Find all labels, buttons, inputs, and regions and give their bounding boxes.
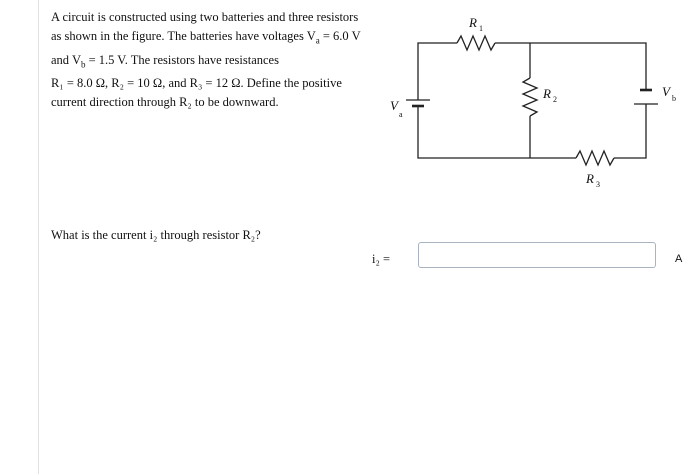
problem-line-1: A circuit is constructed using two batteries and three resistors: [51, 10, 359, 24]
label-r2: R: [543, 86, 551, 101]
battery-va: [406, 100, 430, 106]
problem-line-4: R₁ = 8.0 Ω, R₂ = 10 Ω, and R₃ = 12 Ω. Define the positive: [51, 76, 342, 90]
question-text: What is the current i₂ through resistor R₂?: [51, 228, 261, 242]
problem-line-3: and $V_b = 1.5$ V. The resistors have resistances: [51, 52, 279, 69]
answer-unit: A: [675, 253, 683, 265]
resistor-r1: [457, 36, 495, 50]
problem-line-2: as shown in the figure. The batteries have voltages $V_a = 6.0$ V: [51, 29, 361, 46]
battery-vb: [634, 90, 658, 104]
label-vb: V: [662, 84, 670, 99]
wire-bottom-left: [418, 106, 530, 158]
problem-line-5: current direction through R₂ to be downward.: [51, 95, 279, 109]
wire-top-right: [495, 43, 646, 90]
answer-label: i₂ =: [372, 252, 391, 266]
resistor-r2: [523, 78, 537, 116]
resistor-r3: [576, 151, 614, 165]
label-r1: R: [469, 15, 477, 30]
label-vb-sub: b: [672, 94, 676, 103]
label-r3-sub: 3: [596, 180, 600, 189]
wire-top-left: [418, 43, 457, 100]
label-r2-sub: 2: [553, 95, 557, 104]
label-r3: R: [586, 171, 594, 186]
label-va: V: [390, 98, 398, 113]
wire-bottom-right-2: [614, 104, 646, 158]
answer-input[interactable]: [418, 242, 656, 268]
label-r1-sub: 1: [479, 24, 483, 33]
label-va-sub: a: [399, 110, 403, 119]
